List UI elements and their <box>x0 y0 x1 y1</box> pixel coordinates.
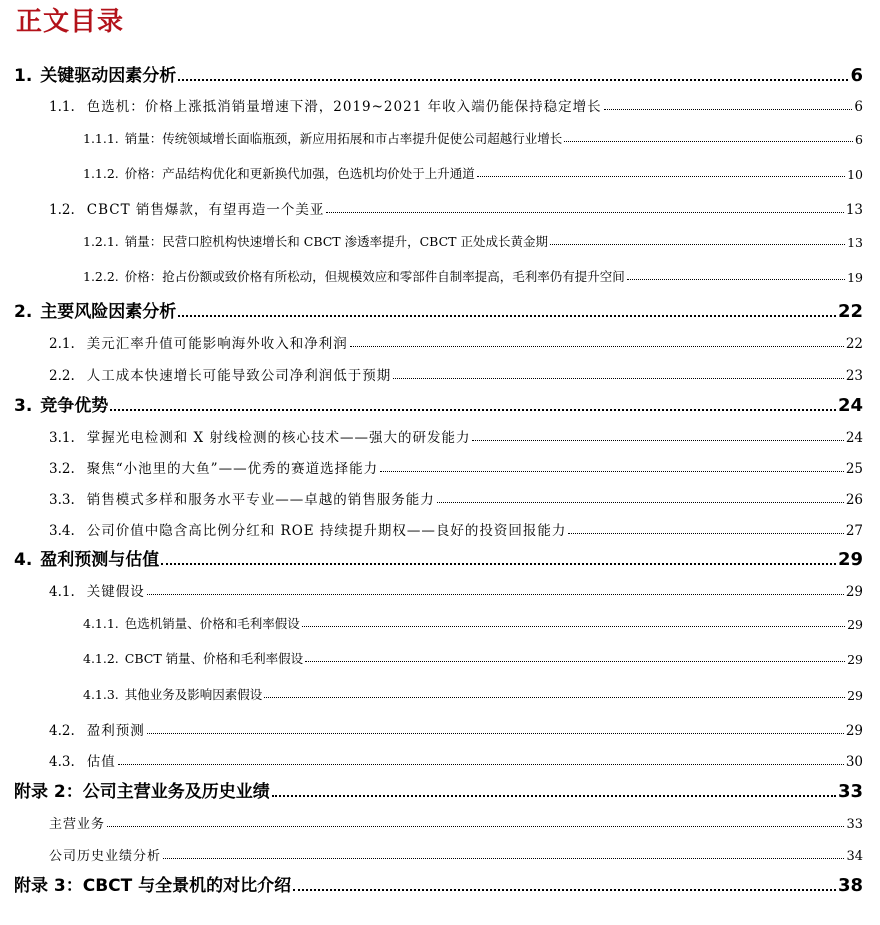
toc-entry-1-2-1[interactable] <box>83 228 863 250</box>
toc-entry-2[interactable] <box>14 298 863 322</box>
toc-entry-text: 公司历史业绩分析 <box>49 849 162 864</box>
toc-entry-text: CBCT 销量、价格和毛利率假设 <box>124 651 304 666</box>
toc-entry-text: 销量：民营口腔机构快速增长和 CBCT 渗透率提升，CBCT 正处成长黄金期 <box>124 234 548 249</box>
toc-entry-number: 2.1. <box>49 336 75 352</box>
toc-entry-number: 3.1. <box>49 430 75 446</box>
toc-entry-4[interactable] <box>14 546 863 570</box>
dot-leader <box>118 764 844 765</box>
toc-entry-page: 34 <box>846 849 863 864</box>
toc-entry-1-1[interactable] <box>49 93 863 115</box>
toc-entry-page: 6 <box>850 65 863 86</box>
dot-leader <box>264 697 845 698</box>
toc-entry-page: 10 <box>847 167 863 182</box>
toc-entry-4-1-2[interactable] <box>83 645 863 667</box>
toc-entry-4-1[interactable] <box>49 578 863 600</box>
toc-entry-page: 38 <box>837 875 863 896</box>
dot-leader <box>305 661 845 662</box>
toc-entry-3-2[interactable] <box>49 455 863 477</box>
toc-entry-text: 价格：抢占份额或致价格有所松动，但规模效应和零部件自制率提高，毛利率仍有提升空间 <box>124 269 625 284</box>
toc-entry-number: 1.1. <box>49 99 75 115</box>
toc-entry-page: 29 <box>847 617 863 632</box>
toc-entry-number: 4.1.3. <box>83 687 119 702</box>
dot-leader <box>437 502 844 503</box>
dot-leader <box>393 378 844 379</box>
dot-leader <box>477 176 845 177</box>
toc-entry-appendix-3[interactable] <box>14 872 863 896</box>
toc-entry-number: 2. <box>14 302 33 322</box>
dot-leader <box>472 440 843 441</box>
toc-entry-1-2-2[interactable] <box>83 263 863 285</box>
dot-leader <box>350 346 844 347</box>
toc-entry-4-1-1[interactable] <box>83 610 863 632</box>
toc-entry-page: 29 <box>845 723 863 739</box>
toc-entry-3-4[interactable] <box>49 517 863 539</box>
toc-entry-text: 色选机：价格上涨抵消销量增速下滑，2019~2021 年收入端仍能保持稳定增长 <box>86 99 602 115</box>
toc-entry-page: 29 <box>845 584 863 600</box>
toc-entry-4-1-3[interactable] <box>83 681 863 703</box>
toc-entry-number: 1. <box>14 66 33 86</box>
dot-leader <box>178 315 836 317</box>
toc-entry-number: 3.2. <box>49 461 75 477</box>
toc-entry-number: 4. <box>14 550 33 570</box>
dot-leader <box>107 826 844 827</box>
toc-entry-1[interactable] <box>14 62 863 86</box>
toc-entry-page: 30 <box>845 754 863 770</box>
toc-entry-page: 19 <box>847 270 863 285</box>
toc-entry-page: 29 <box>847 688 863 703</box>
dot-leader <box>564 141 853 142</box>
toc-entry-2-1[interactable] <box>49 330 863 352</box>
toc-entry-page: 24 <box>837 395 863 416</box>
toc-entry-number: 1.1.2. <box>83 166 119 181</box>
toc-entry-number: 1.2.1. <box>83 234 119 249</box>
toc-entry-number: 3.3. <box>49 492 75 508</box>
toc-entry-page: 24 <box>845 430 863 446</box>
toc-entry-number: 4.1.1. <box>83 616 119 631</box>
dot-leader <box>163 858 844 859</box>
toc-entry-page: 33 <box>846 817 863 832</box>
toc-entry-3[interactable] <box>14 392 863 416</box>
toc-entry-text: 销量：传统领域增长面临瓶颈，新应用拓展和市占率提升促使公司超越行业增长 <box>124 131 563 146</box>
toc-entry-number: 4.2. <box>49 723 75 739</box>
toc-entry-3-1[interactable] <box>49 424 863 446</box>
toc-entry-text: 关键假设 <box>86 584 145 600</box>
dot-leader <box>550 244 845 245</box>
toc-entry-2-2[interactable] <box>49 362 863 384</box>
toc-entry-number: 2.2. <box>49 368 75 384</box>
toc-entry-text: 盈利预测 <box>86 723 145 739</box>
toc-entry-1-1-1[interactable] <box>83 125 863 147</box>
dot-leader <box>161 563 836 565</box>
toc-entry-page: 23 <box>845 368 863 384</box>
toc-entry-text: 销售模式多样和服务水平专业——卓越的销售服务能力 <box>86 492 435 508</box>
toc-entry-page: 25 <box>845 461 863 477</box>
dot-leader <box>147 594 844 595</box>
toc-entry-text: 掌握光电检测和 X 射线检测的核心技术——强大的研发能力 <box>86 430 471 446</box>
toc-entry-history[interactable] <box>49 842 863 864</box>
toc-entry-text: 聚焦“小池里的大鱼”——优秀的赛道选择能力 <box>86 461 379 477</box>
toc-entry-main-business[interactable] <box>49 810 863 832</box>
dot-leader <box>380 471 844 472</box>
dot-leader <box>147 733 844 734</box>
toc-entry-text: 其他业务及影响因素假设 <box>124 687 263 702</box>
toc-entry-number: 3.4. <box>49 523 75 539</box>
toc-entry-page: 33 <box>837 781 863 802</box>
toc-entry-number: 4.3. <box>49 754 75 770</box>
toc-entry-page: 22 <box>837 301 863 322</box>
toc-entry-text: 公司价值中隐含高比例分红和 ROE 持续提升期权——良好的投资回报能力 <box>86 523 567 539</box>
toc-entry-number: 4.1.2. <box>83 651 119 666</box>
toc-entry-1-2[interactable] <box>49 196 863 218</box>
toc-entry-page: 6 <box>854 99 863 115</box>
dot-leader <box>326 212 843 213</box>
dot-leader <box>178 79 848 81</box>
toc-entry-page: 13 <box>847 235 863 250</box>
dot-leader <box>627 279 845 280</box>
toc-entry-text: 估值 <box>86 754 116 770</box>
dot-leader <box>272 795 836 797</box>
dot-leader <box>604 109 853 110</box>
toc-entry-number: 1.1.1. <box>83 131 119 146</box>
toc-entry-page: 22 <box>845 336 863 352</box>
toc-entry-text: 附录 3：CBCT 与全景机的对比介绍 <box>14 876 292 896</box>
toc-entry-number: 3. <box>14 396 33 416</box>
dot-leader <box>293 889 836 891</box>
toc-entry-text: 竞争优势 <box>40 396 109 416</box>
toc-entry-page: 6 <box>855 132 863 147</box>
dot-leader <box>302 626 845 627</box>
toc-entry-appendix-2[interactable] <box>14 778 863 802</box>
toc-entry-text: 价格：产品结构优化和更新换代加强，色选机均价处于上升通道 <box>124 166 475 181</box>
toc-entry-text: 美元汇率升值可能影响海外收入和净利润 <box>86 336 348 352</box>
toc-entry-4-3[interactable] <box>49 748 863 770</box>
toc-entry-text: 附录 2：公司主营业务及历史业绩 <box>14 782 270 802</box>
toc-entry-text: 关键驱动因素分析 <box>40 66 177 86</box>
dot-leader <box>110 409 836 411</box>
toc-entry-text: 主营业务 <box>49 817 106 832</box>
toc-entry-page: 13 <box>845 202 863 218</box>
toc-entry-number: 4.1. <box>49 584 75 600</box>
toc-entry-4-2[interactable] <box>49 717 863 739</box>
toc-entry-page: 27 <box>845 523 863 539</box>
toc-entry-number: 1.2.2. <box>83 269 119 284</box>
toc-entry-text: 人工成本快速增长可能导致公司净利润低于预期 <box>86 368 392 384</box>
toc-entry-number: 1.2. <box>49 202 75 218</box>
toc-entry-3-3[interactable] <box>49 486 863 508</box>
toc-title: 正文目录 <box>16 7 125 37</box>
toc-entry-page: 29 <box>847 652 863 667</box>
toc-entry-text: 盈利预测与估值 <box>40 550 160 570</box>
toc-entry-page: 26 <box>845 492 863 508</box>
toc-entry-1-1-2[interactable] <box>83 160 863 182</box>
toc-entry-text: 主要风险因素分析 <box>40 302 177 322</box>
dot-leader <box>568 533 843 534</box>
toc-entry-text: 色选机销量、价格和毛利率假设 <box>124 616 300 631</box>
toc-entry-text: CBCT 销售爆款，有望再造一个美亚 <box>86 202 325 218</box>
toc-entry-page: 29 <box>837 549 863 570</box>
